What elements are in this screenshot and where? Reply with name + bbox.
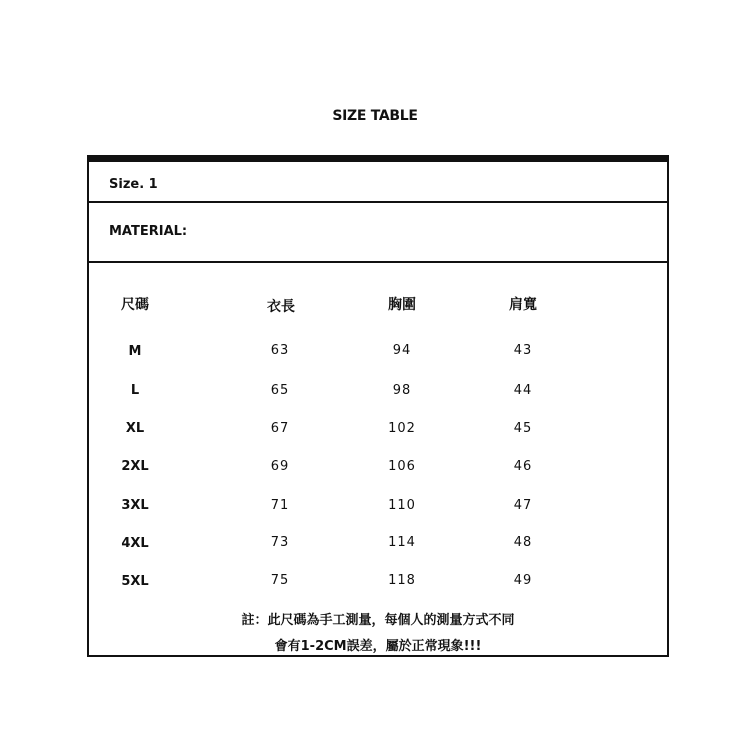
material-label: MATERIAL: [109,224,188,239]
table-top-bar [87,155,669,162]
table-cell-length: 67 [270,421,290,436]
divider [89,261,667,263]
table-cell-chest: 118 [388,573,416,588]
divider [89,201,667,203]
table-cell-chest: 102 [388,421,416,436]
table-cell-chest: 114 [388,535,416,550]
page-title: SIZE TABLE [332,108,418,124]
table-cell-shoulder: 48 [513,535,533,550]
table-cell-size: M [128,344,142,359]
table-cell-chest: 110 [388,498,416,513]
table-cell-shoulder: 43 [513,343,533,358]
column-header-chest: 胸圍 [388,297,416,313]
table-cell-shoulder: 46 [513,459,533,474]
table-cell-size: 5XL [121,574,149,589]
table-cell-size: L [130,383,140,398]
column-header-length: 衣長 [267,299,295,315]
table-cell-size: 4XL [121,536,149,551]
table-cell-length: 65 [270,383,290,398]
size-table [87,155,669,657]
table-cell-chest: 106 [388,459,416,474]
table-cell-size: 2XL [121,459,149,474]
table-cell-chest: 98 [392,383,412,398]
table-cell-shoulder: 49 [513,573,533,588]
table-cell-size: XL [125,421,145,436]
table-cell-shoulder: 47 [513,498,533,513]
table-cell-length: 73 [270,535,290,550]
table-cell-size: 3XL [121,498,149,513]
table-cell-shoulder: 45 [513,421,533,436]
measurement-note-line1: 註：此尺碼為手工測量，每個人的測量方式不同 [241,613,515,628]
table-cell-length: 69 [270,459,290,474]
table-cell-length: 75 [270,573,290,588]
measurement-note-line2: 會有1-2CM誤差，屬於正常現象!!! [274,639,482,654]
size-label: Size. 1 [109,177,158,192]
table-cell-length: 63 [270,343,290,358]
table-cell-length: 71 [270,498,290,513]
table-cell-chest: 94 [392,343,412,358]
column-header-shoulder: 肩寬 [509,297,537,313]
table-cell-shoulder: 44 [513,383,533,398]
column-header-size: 尺碼 [121,297,149,313]
